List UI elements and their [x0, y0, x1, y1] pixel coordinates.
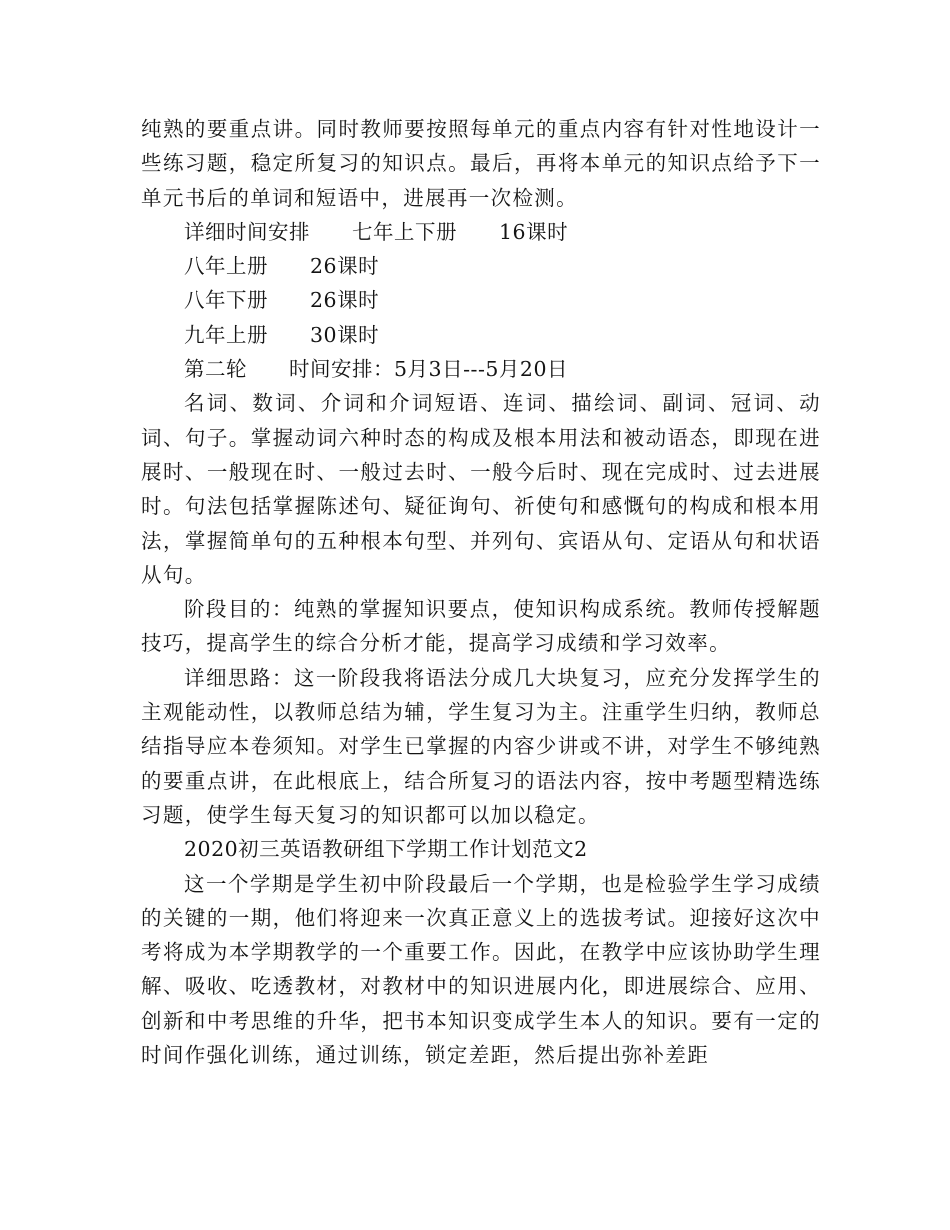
paragraph-grammar-topics: 名词、数词、介词和介词短语、连词、描绘词、副词、冠词、动词、句子。掌握动词六种时态的构成及根本用法和被动语态，即现在进展时、一般现在时、一般过去时、一般今后时、现在完成时、过去进展时。句法包括掌握陈述句、疑征询句、祈使句和感慨句的构成和根本用法，掌握简单句的五种根本句型、并列句、宾语从句、定语从句和状语从句。: [141, 391, 821, 587]
section-title: 2020初三英语教研组下学期工作计划范文2: [184, 837, 588, 862]
paragraph-stage-goal: 阶段目的：纯熟的掌握知识要点，使知识构成系统。教师传授解题技巧，提高学生的综合分析才能，提高学习成绩和学习效率。: [141, 597, 821, 656]
paragraph-semester-intro: 这一个学期是学生初中阶段最后一个学期，也是检验学生学习成绩的关键的一期，他们将迎来一次真正意义上的选拔考试。迎接好这次中考将成为本学期教学的一个重要工作。因此，在教学中应该协助学生理解、吸收、吃透教材，对教材中的知识进展内化，即进展综合、应用、创新和中考思维的升华，把书本知识变成学生本人的知识。要有一定的时间作强化训练，通过训练，锁定差距，然后提出弥补差距: [141, 871, 821, 1068]
schedule-line-grade7: 详细时间安排 七年上下册 16课时: [184, 219, 569, 244]
document-body: [141, 112, 821, 1072]
paragraph-detailed-approach: 详细思路：这一阶段我将语法分成几大块复习，应充分发挥学生的主观能动性，以教师总结为辅，学生复习为主。注重学生归纳，教师总结指导应本卷须知。对学生已掌握的内容少讲或不讲，对学生不够纯熟的要重点讲，在此根底上，结合所复习的语法内容，按中考题型精选练习题，使学生每天复习的知识都可以加以稳定。: [141, 665, 821, 827]
paragraph-review-method: 纯熟的要重点讲。同时教师要按照每单元的重点内容有针对性地设计一些练习题，稳定所复习的知识点。最后，再将本单元的知识点给予下一单元书后的单词和短语中，进展再一次检测。: [141, 117, 821, 210]
schedule-line-grade8-first: 八年上册 26课时: [184, 254, 380, 279]
round-two-heading: 第二轮 时间安排：5月3日---5月20日: [184, 357, 568, 382]
schedule-line-grade9: 九年上册 30课时: [184, 322, 380, 347]
schedule-line-grade8-second: 八年下册 26课时: [184, 288, 380, 313]
